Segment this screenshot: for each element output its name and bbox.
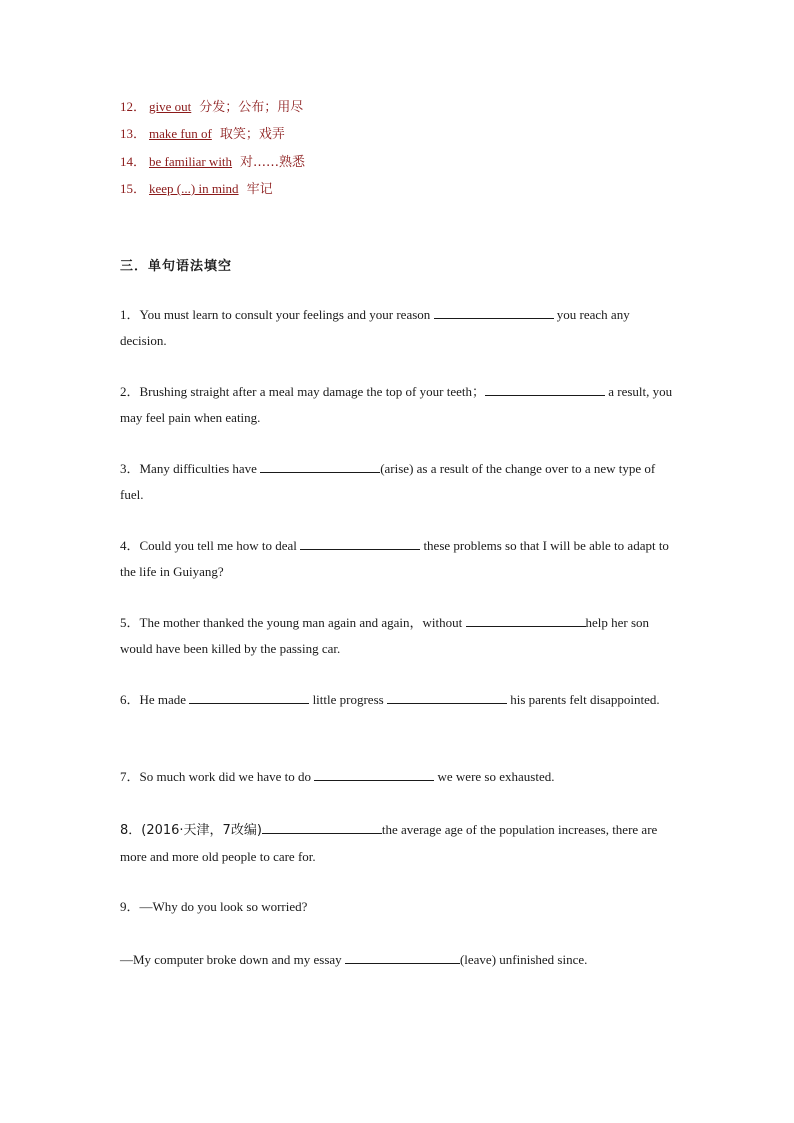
question-4 [120, 533, 676, 585]
question-text: 1．You must learn to consult your feelings and your reason [120, 307, 434, 322]
section-title: 三．单句语法填空 [120, 259, 233, 274]
phrase-chinese: 分发；公布；用尽 [199, 100, 304, 115]
question-text: 9．—Why do you look so worried? [120, 899, 308, 914]
question-5 [120, 610, 676, 662]
phrase-item [120, 151, 305, 170]
phrase-item [120, 123, 285, 142]
phrase-item [120, 178, 273, 197]
answer-blank[interactable] [485, 381, 605, 396]
answer-blank[interactable] [189, 689, 309, 704]
answer-blank[interactable] [434, 304, 554, 319]
question-text: 5．The mother thanked the young man again and again，without [120, 615, 466, 630]
phrase-item [120, 96, 303, 115]
question-text: 4．Could you tell me how to deal [120, 538, 301, 553]
question-text: 6．He made [120, 692, 190, 707]
question-text: the average age of the population increases, there are more and more old people to care for. [120, 822, 658, 864]
answer-blank[interactable] [262, 819, 382, 834]
question-3 [120, 456, 676, 508]
question-2 [120, 379, 676, 431]
question-7 [120, 764, 676, 790]
phrase-number: 12． [120, 99, 147, 114]
answer-blank[interactable] [387, 689, 507, 704]
question-9 [120, 894, 676, 920]
question-text: 8．(2016·天津，7改编) [120, 823, 262, 838]
answer-blank[interactable] [345, 949, 460, 964]
question-text: 2．Brushing straight after a meal may damage the top of your teeth； [120, 384, 485, 399]
question-text: little progress [309, 692, 387, 707]
question-text: 3．Many difficulties have [120, 461, 261, 476]
phrase-chinese: 对……熟悉 [240, 155, 306, 170]
phrase-number: 15． [120, 181, 147, 196]
question-text: his parents felt disappointed. [506, 692, 660, 707]
question-text: help her son would have been killed by the passing car. [120, 615, 650, 656]
phrase-english: make fun of [149, 126, 212, 141]
phrase-english: be familiar with [149, 154, 233, 169]
question-9-answer-line [120, 947, 676, 973]
phrase-number: 13． [120, 126, 147, 141]
phrase-english: keep (...) in mind [149, 181, 239, 196]
question-8 [120, 817, 676, 870]
phrase-chinese: 取笑；戏弄 [219, 127, 285, 142]
phrase-chinese: 牢记 [246, 182, 273, 197]
question-1 [120, 302, 676, 354]
answer-blank[interactable] [314, 766, 434, 781]
question-text: a result, you may feel pain when eating. [120, 384, 673, 425]
question-text: we were so exhausted. [434, 769, 555, 784]
answer-blank[interactable] [300, 535, 420, 550]
answer-blank[interactable] [466, 612, 586, 627]
question-text: you reach any decision. [120, 307, 630, 348]
question-text: 7．So much work did we have to do [120, 769, 315, 784]
question-text: —My computer broke down and my essay [120, 952, 345, 967]
question-text: (leave) unfinished since. [459, 952, 588, 967]
phrase-english: give out [149, 99, 192, 114]
phrase-number: 14． [120, 154, 147, 169]
question-text: (arise) as a result of the change over to a new type of fuel. [120, 461, 656, 502]
answer-blank[interactable] [260, 458, 380, 473]
question-text: these problems so that I will be able to adapt to the life in Guiyang? [120, 538, 669, 579]
question-6 [120, 687, 676, 713]
